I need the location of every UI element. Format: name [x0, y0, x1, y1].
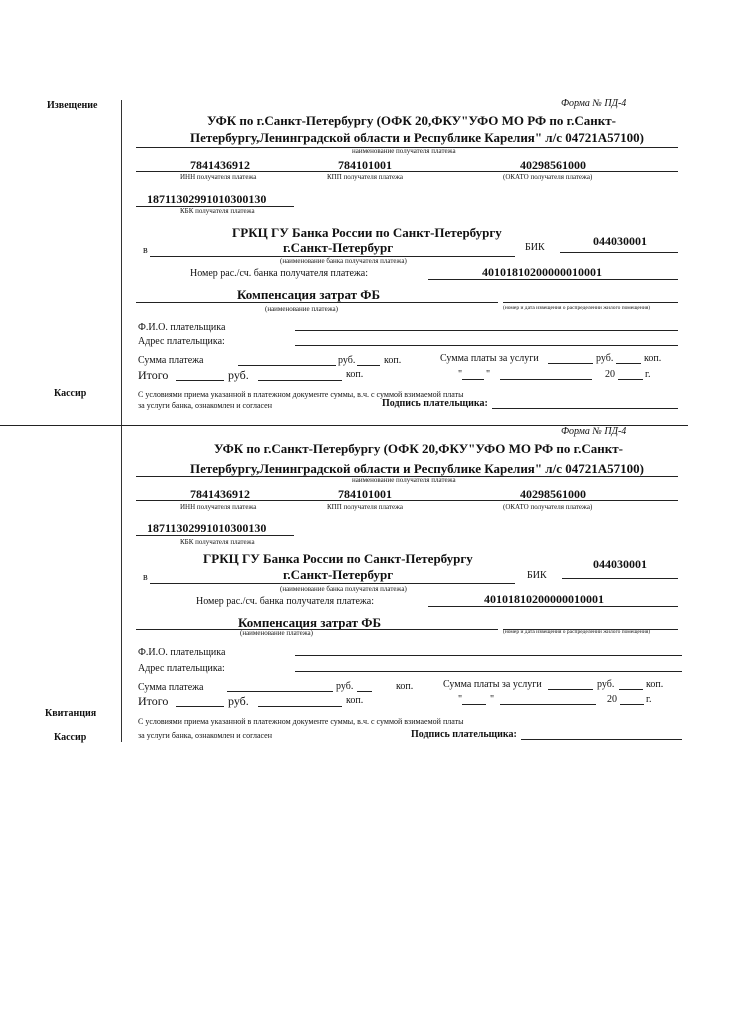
- form-number: Форма № ПД-4: [561, 98, 627, 109]
- date-day-field[interactable]: [462, 704, 486, 705]
- vertical-divider: [121, 100, 122, 742]
- date-quote-open: ": [458, 369, 463, 380]
- inn-caption: ИНН получателя платежа: [180, 503, 257, 511]
- payment-name-caption: (наименование платежа): [240, 629, 313, 637]
- payment-name-value: Компенсация затрат ФБ: [237, 287, 381, 302]
- inn-caption: ИНН получателя платежа: [180, 173, 257, 181]
- bik-value: 044030001: [593, 557, 647, 571]
- date-quote-open: ": [458, 694, 463, 705]
- in-prefix: в: [143, 245, 148, 256]
- recipient-name-caption: наименование получателя платежа: [352, 147, 456, 155]
- form-number: Форма № ПД-4: [561, 426, 627, 437]
- bank-name-caption: (наименование банка получателя платежа): [280, 585, 407, 593]
- recipient-name-caption: наименование получателя платежа: [352, 476, 456, 484]
- recipient-line-2: Петербургу,Ленинградской области и Республике Карелия" л/с 04721А57100): [190, 461, 644, 476]
- okato-value: 40298561000: [520, 487, 586, 501]
- service-fee-kop-label: коп.: [644, 353, 662, 364]
- date-day-field[interactable]: [462, 379, 484, 380]
- okato-value: 40298561000: [520, 158, 586, 172]
- kbk-value: 18711302991010300130: [147, 192, 267, 206]
- date-month-field[interactable]: [500, 379, 592, 380]
- terms-line-1: С условиями приема указанной в платежном документе суммы, в.ч. с суммой взимаемой платы: [138, 390, 464, 399]
- bank-line-1: ГРКЦ ГУ Банка России по Санкт-Петербургу: [203, 551, 473, 566]
- recipient-line-1: УФК по г.Санкт-Петербургу (ОФК 20,ФКУ"УФО МО РФ по г.Санкт-: [214, 441, 623, 456]
- cashier-label-top: Кассир: [54, 388, 87, 399]
- service-fee-kop-field[interactable]: [616, 363, 641, 364]
- bik-value: 044030001: [593, 234, 647, 248]
- service-fee-label: Сумма платы за услуги: [443, 679, 542, 690]
- amount-kop-field[interactable]: [357, 691, 372, 692]
- total-kop-field[interactable]: [258, 706, 342, 707]
- payer-address-label: Адрес плательщика:: [138, 336, 225, 347]
- account-label: Номер рас./сч. банка получателя платежа:: [196, 596, 375, 607]
- total-kop-label: коп.: [346, 369, 364, 380]
- total-kop-field[interactable]: [258, 380, 342, 381]
- payer-address-label: Адрес плательщика:: [138, 663, 225, 674]
- service-fee-rub-field[interactable]: [548, 689, 593, 690]
- kbk-caption: КБК получателя платежа: [180, 207, 255, 215]
- signature-field[interactable]: [521, 739, 682, 740]
- payer-name-label: Ф.И.О. плательщика: [138, 647, 226, 658]
- bank-line-2: г.Санкт-Петербург: [283, 567, 394, 582]
- total-kop-label: коп.: [346, 695, 364, 706]
- cashier-label-bottom: Кассир: [54, 732, 87, 743]
- service-fee-rub-field[interactable]: [548, 363, 593, 364]
- in-prefix: в: [143, 572, 148, 583]
- account-value: 40101810200000010001: [482, 265, 602, 279]
- amount-rub-label: руб.: [338, 355, 356, 366]
- bank-line-1: ГРКЦ ГУ Банка России по Санкт-Петербургу: [232, 225, 502, 240]
- amount-rub-field[interactable]: [238, 365, 336, 366]
- bank-name-caption: (наименование банка получателя платежа): [280, 257, 407, 265]
- amount-kop-label: коп.: [396, 681, 414, 692]
- year-suffix: г.: [645, 369, 651, 380]
- total-label: Итого: [138, 694, 169, 708]
- room-note-caption: (номер и дата извещения о распределении жилого помещения): [503, 629, 651, 635]
- terms-line-2: за услуги банка, ознакомлен и согласен: [138, 731, 272, 740]
- bank-line-2: г.Санкт-Петербург: [283, 240, 394, 255]
- receipt-label: Квитанция: [45, 708, 97, 719]
- payer-name-label: Ф.И.О. плательщика: [138, 322, 226, 333]
- kpp-caption: КПП получателя платежа: [327, 503, 404, 511]
- inn-value: 7841436912: [190, 487, 250, 501]
- total-rub-label: руб.: [228, 368, 249, 382]
- amount-label: Сумма платежа: [138, 355, 204, 366]
- amount-kop-field[interactable]: [357, 365, 380, 366]
- kpp-value: 784101001: [338, 158, 392, 172]
- amount-rub-field[interactable]: [227, 691, 333, 692]
- year-field[interactable]: [620, 704, 644, 705]
- date-quote-close: ": [486, 369, 491, 380]
- recipient-line-1: УФК по г.Санкт-Петербургу (ОФК 20,ФКУ"УФО МО РФ по г.Санкт-: [207, 113, 616, 128]
- service-fee-rub-label: руб.: [597, 679, 615, 690]
- room-note-caption: (номер и дата извещения о распределении жилого помещения): [503, 305, 651, 311]
- date-quote-close: ": [490, 694, 495, 705]
- total-label: Итого: [138, 368, 169, 382]
- bik-label: БИК: [525, 242, 545, 253]
- signature-field[interactable]: [492, 408, 678, 409]
- service-fee-label: Сумма платы за услуги: [440, 353, 539, 364]
- year-prefix: 20: [607, 694, 617, 705]
- terms-line-2: за услуги банка, ознакомлен и согласен: [138, 401, 272, 410]
- payer-name-field[interactable]: [295, 330, 678, 331]
- account-label: Номер рас./сч. банка получателя платежа:: [190, 268, 369, 279]
- account-value: 40101810200000010001: [484, 592, 604, 606]
- okato-caption: (ОКАТО получателя платежа): [503, 173, 593, 181]
- amount-label: Сумма платежа: [138, 682, 204, 693]
- date-month-field[interactable]: [500, 704, 596, 705]
- total-rub-label: руб.: [228, 694, 249, 708]
- year-field[interactable]: [618, 379, 643, 380]
- okato-caption: (ОКАТО получателя платежа): [503, 503, 593, 511]
- kpp-caption: КПП получателя платежа: [327, 173, 404, 181]
- inn-value: 7841436912: [190, 158, 250, 172]
- year-suffix: г.: [646, 694, 652, 705]
- amount-kop-label: коп.: [384, 355, 402, 366]
- kbk-value: 18711302991010300130: [147, 521, 267, 535]
- payer-address-field[interactable]: [295, 345, 678, 346]
- payer-address-field[interactable]: [295, 671, 682, 672]
- total-rub-field[interactable]: [176, 380, 224, 381]
- service-fee-kop-field[interactable]: [619, 689, 643, 690]
- total-rub-field[interactable]: [176, 706, 224, 707]
- bik-label: БИК: [527, 570, 547, 581]
- terms-line-1: С условиями приема указанной в платежном документе суммы, в.ч. с суммой взимаемой платы: [138, 717, 464, 726]
- notice-label: Извещение: [47, 100, 98, 111]
- payment-name-value: Компенсация затрат ФБ: [238, 615, 382, 630]
- signature-label: Подпись плательщика:: [382, 398, 488, 409]
- year-prefix: 20: [605, 369, 615, 380]
- signature-label: Подпись плательщика:: [411, 729, 517, 740]
- amount-rub-label: руб.: [336, 681, 354, 692]
- payment-name-caption: (наименование платежа): [265, 305, 338, 313]
- service-fee-kop-label: коп.: [646, 679, 664, 690]
- kpp-value: 784101001: [338, 487, 392, 501]
- kbk-caption: КБК получателя платежа: [180, 538, 255, 546]
- payer-name-field[interactable]: [295, 655, 682, 656]
- service-fee-rub-label: руб.: [596, 353, 614, 364]
- recipient-line-2: Петербургу,Ленинградской области и Республике Карелия" л/с 04721А57100): [190, 130, 644, 145]
